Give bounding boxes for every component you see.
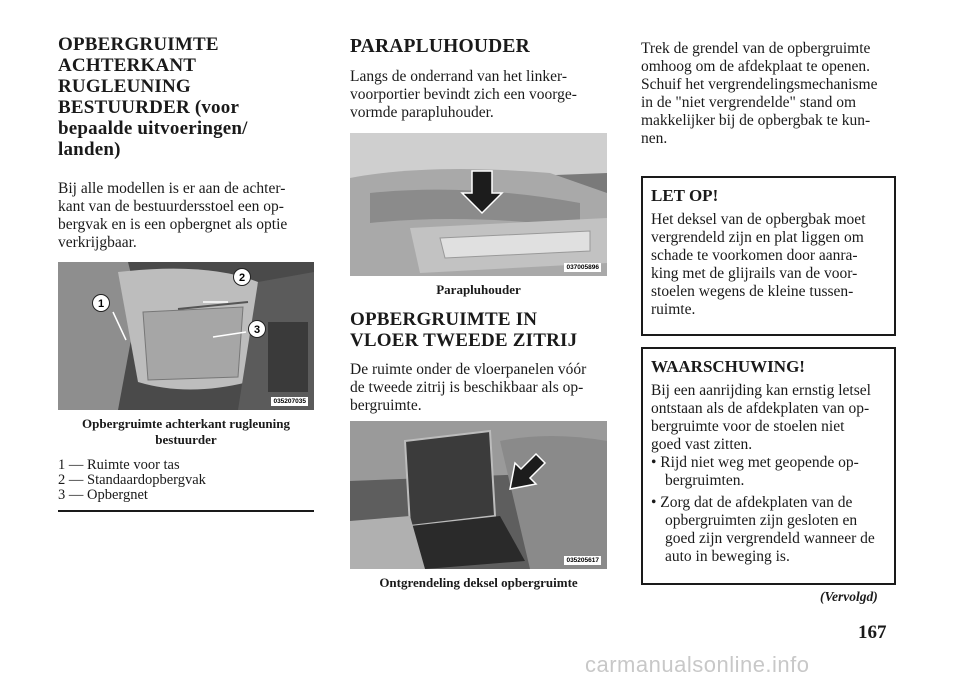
legend-item: 2 — Standaardopbergvak bbox=[58, 472, 206, 488]
figure-legend bbox=[58, 458, 314, 503]
watermark: carmanualsonline.info bbox=[585, 652, 810, 677]
text-line: kant van de bestuurdersstoel een op- bbox=[58, 198, 284, 215]
seatback-illustration bbox=[58, 262, 314, 410]
figure-caption-seatback bbox=[58, 416, 314, 448]
heading-line: bepaalde uitvoeringen/ bbox=[58, 118, 248, 139]
text-line: vormde parapluhouder. bbox=[350, 104, 494, 121]
text-line: omhoog om de afdekplaat te openen. bbox=[641, 58, 870, 75]
continued-note: (Vervolgd) bbox=[820, 589, 878, 604]
text-line: • Rijd niet weg met geopende op- bbox=[651, 454, 859, 471]
umbrella-intro-paragraph bbox=[350, 68, 607, 122]
section-heading-umbrella-holder: PARAPLUHOUDER bbox=[350, 36, 530, 57]
umbrella-holder-illustration bbox=[350, 133, 607, 276]
callout-3: 3 bbox=[248, 320, 266, 338]
caption-line: Opbergruimte achterkant rugleuning bbox=[82, 416, 290, 431]
text-line: ruimte. bbox=[651, 301, 696, 318]
image-code: 037005896 bbox=[566, 264, 599, 271]
intro-paragraph bbox=[58, 180, 314, 252]
warning-bullet bbox=[651, 454, 886, 490]
text-line: stoelen wegens de kleine tussen- bbox=[651, 283, 854, 300]
warning-bullet bbox=[651, 494, 886, 566]
heading-line: ACHTERKANT bbox=[58, 55, 197, 76]
image-code: 035205617 bbox=[566, 557, 599, 564]
text-line: goed zijn vergrendeld wanneer de bbox=[665, 530, 875, 547]
section-heading-floor-storage bbox=[350, 309, 607, 351]
text-line: bergruimte. bbox=[350, 397, 422, 414]
callout-1: 1 bbox=[92, 294, 110, 312]
text-line: opbergruimten zijn gesloten en bbox=[665, 512, 858, 529]
callout-2: 2 bbox=[233, 268, 251, 286]
image-code: 035207035 bbox=[273, 398, 306, 405]
caution-box bbox=[641, 176, 896, 336]
legend-divider bbox=[58, 510, 314, 512]
umbrella-holder-photo bbox=[350, 133, 607, 276]
floor-storage-photo bbox=[350, 421, 607, 569]
text-line: makkelijker bij de opbergbak te kun- bbox=[641, 112, 871, 129]
text-line: king met de glijrails van de voor- bbox=[651, 265, 858, 282]
text-line: bergruimten. bbox=[665, 472, 745, 489]
caution-title: LET OP! bbox=[651, 186, 719, 205]
heading-line: landen) bbox=[58, 139, 121, 160]
text-line: verkrijgbaar. bbox=[58, 234, 137, 251]
caption-line: bestuurder bbox=[155, 432, 217, 447]
legend-item: 3 — Opbergnet bbox=[58, 487, 148, 503]
text-line: Schuif het vergrendelingsmechanisme bbox=[641, 76, 878, 93]
legend-item: 1 — Ruimte voor tas bbox=[58, 457, 180, 473]
warning-box bbox=[641, 347, 896, 585]
text-line: De ruimte onder de vloerpanelen vóór bbox=[350, 361, 587, 378]
text-line: Bij alle modellen is er aan de achter- bbox=[58, 180, 286, 197]
text-line: Trek de grendel van de opbergruimte bbox=[641, 40, 871, 57]
text-line: Bij een aanrijding kan ernstig letsel bbox=[651, 382, 871, 399]
section-heading-seatback-storage bbox=[58, 34, 314, 160]
text-line: bergvak en is een opbergnet als optie bbox=[58, 216, 288, 233]
heading-line: RUGLEUNING bbox=[58, 76, 191, 97]
text-line: • Zorg dat de afdekplaten van de bbox=[651, 494, 853, 511]
seatback-storage-photo bbox=[58, 262, 314, 410]
text-line: goed vast zitten. bbox=[651, 436, 753, 453]
floor-storage-paragraph bbox=[350, 361, 607, 415]
heading-line: BESTUURDER (voor bbox=[58, 97, 240, 118]
text-line: bergruimte voor de stoelen niet bbox=[651, 418, 845, 435]
warning-title: WAARSCHUWING! bbox=[651, 357, 805, 376]
heading-line: OPBERGRUIMTE bbox=[58, 34, 219, 55]
text-line: nen. bbox=[641, 130, 668, 147]
text-line: ontstaan als de afdekplaten van op- bbox=[651, 400, 870, 417]
figure-caption-floor-storage: Ontgrendeling deksel opbergruimte bbox=[379, 575, 578, 590]
text-line: Het deksel van de opbergbak moet bbox=[651, 211, 866, 228]
latch-instruction-paragraph bbox=[641, 40, 896, 148]
heading-line: OPBERGRUIMTE IN bbox=[350, 309, 538, 330]
figure-caption-umbrella: Parapluhouder bbox=[436, 282, 521, 297]
text-line: vergrendeld zijn en plat liggen om bbox=[651, 229, 864, 246]
text-line: Langs de onderrand van het linker- bbox=[350, 68, 568, 85]
text-line: de tweede zitrij is beschikbaar als op- bbox=[350, 379, 584, 396]
text-line: in de "niet vergrendelde" stand om bbox=[641, 94, 857, 111]
page-number: 167 bbox=[858, 622, 887, 643]
floor-storage-illustration bbox=[350, 421, 607, 569]
heading-line: VLOER TWEEDE ZITRIJ bbox=[350, 330, 578, 351]
text-line: voorportier bevindt zich een voorge- bbox=[350, 86, 577, 103]
text-line: schade te voorkomen door aanra- bbox=[651, 247, 858, 264]
text-line: auto in beweging is. bbox=[665, 548, 790, 565]
